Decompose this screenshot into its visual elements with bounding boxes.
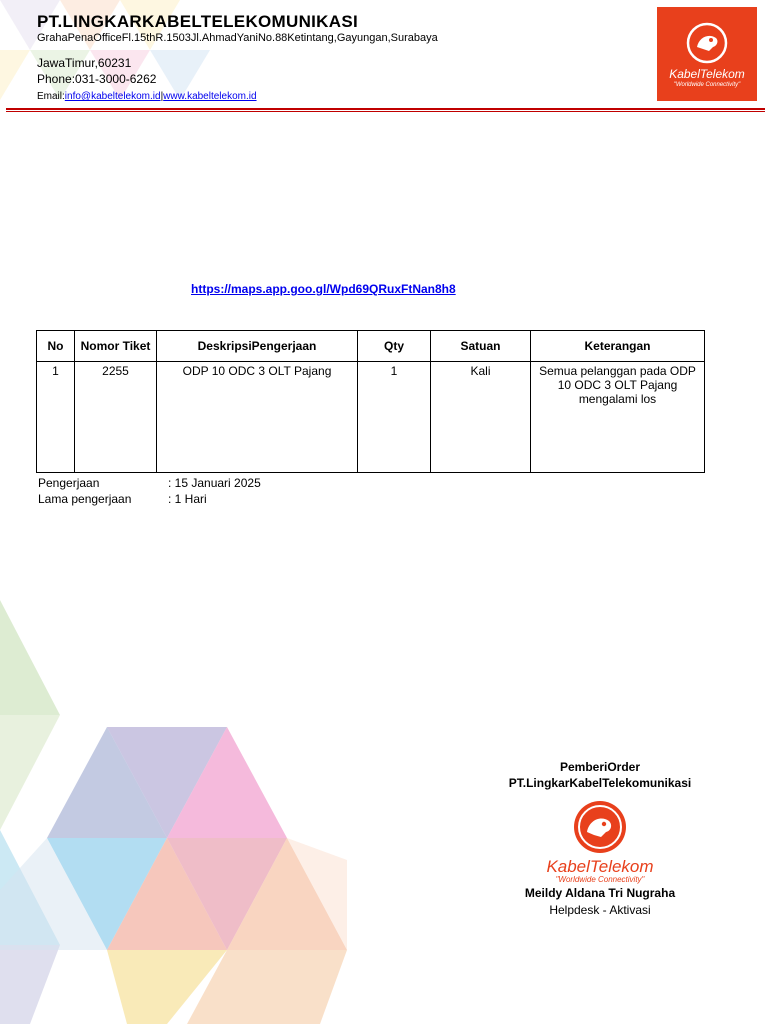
logo-tagline: "Worldwide Connectivity" [673, 82, 741, 88]
website-link[interactable]: www.kabeltelekom.id [163, 91, 257, 102]
work-date [38, 476, 261, 490]
signature-logo-tagline: "Worldwide Connectivity" [555, 875, 645, 884]
work-duration-label: Lama pengerjaan [38, 492, 132, 506]
cell-qty: 1 [358, 362, 431, 473]
signature-logo-icon [545, 800, 655, 884]
contact-separator: | [160, 91, 164, 102]
column-header-ticket: Nomor Tiket [75, 331, 157, 362]
column-header-no: No [37, 331, 75, 362]
work-duration-value: : 1 Hari [168, 492, 207, 506]
email-label: Email: [37, 91, 65, 102]
cell-description: ODP 10 ODC 3 OLT Pajang [157, 362, 358, 473]
work-date-value: : 15 Januari 2025 [168, 476, 261, 490]
column-header-unit: Satuan [431, 331, 531, 362]
kabeltelekom-logo-icon [685, 21, 729, 65]
work-duration [38, 492, 207, 506]
header-divider [6, 108, 765, 110]
signature-logo [545, 800, 655, 884]
header-divider-thin [6, 111, 765, 112]
table-header-row [37, 331, 705, 362]
cell-note: Semua pelanggan pada ODP 10 ODC 3 OLT Pajang mengalami los [531, 362, 705, 473]
company-phone: Phone:031-3000-6262 [37, 72, 157, 86]
contact-line [37, 91, 257, 102]
signature-title: PemberiOrder [559, 760, 641, 774]
column-header-note: Keterangan [531, 331, 705, 362]
table-row [37, 362, 705, 473]
company-address: GrahaPenaOfficeFl.15thR.1503Jl.AhmadYaniNo.88Ketintang,Gayungan,Surabaya [37, 32, 438, 44]
signatory-name: Meildy Aldana Tri Nugraha [524, 886, 676, 900]
map-link[interactable]: https://maps.app.goo.gl/Wpd69QRuxFtNan8h8 [191, 282, 456, 296]
cell-ticket: 2255 [75, 362, 157, 473]
logo-brand-text: KabelTelekom [669, 67, 745, 81]
work-order-table [36, 330, 705, 473]
company-name: PT.LINGKARKABELTELEKOMUNIKASI [37, 12, 358, 31]
signature-company: PT.LingkarKabelTelekomunikasi [508, 776, 692, 790]
signature-logo-brand: KabelTelekom [546, 857, 654, 876]
work-date-label: Pengerjaan [38, 476, 100, 490]
cell-no: 1 [37, 362, 75, 473]
company-logo [657, 7, 757, 101]
company-address-city: JawaTimur,60231 [37, 56, 132, 70]
column-header-description: DeskripsiPengerjaan [157, 331, 358, 362]
cell-unit: Kali [431, 362, 531, 473]
signatory-role: Helpdesk - Aktivasi [549, 903, 651, 917]
column-header-qty: Qty [358, 331, 431, 362]
email-link[interactable]: info@kabeltelekom.id [64, 91, 161, 102]
